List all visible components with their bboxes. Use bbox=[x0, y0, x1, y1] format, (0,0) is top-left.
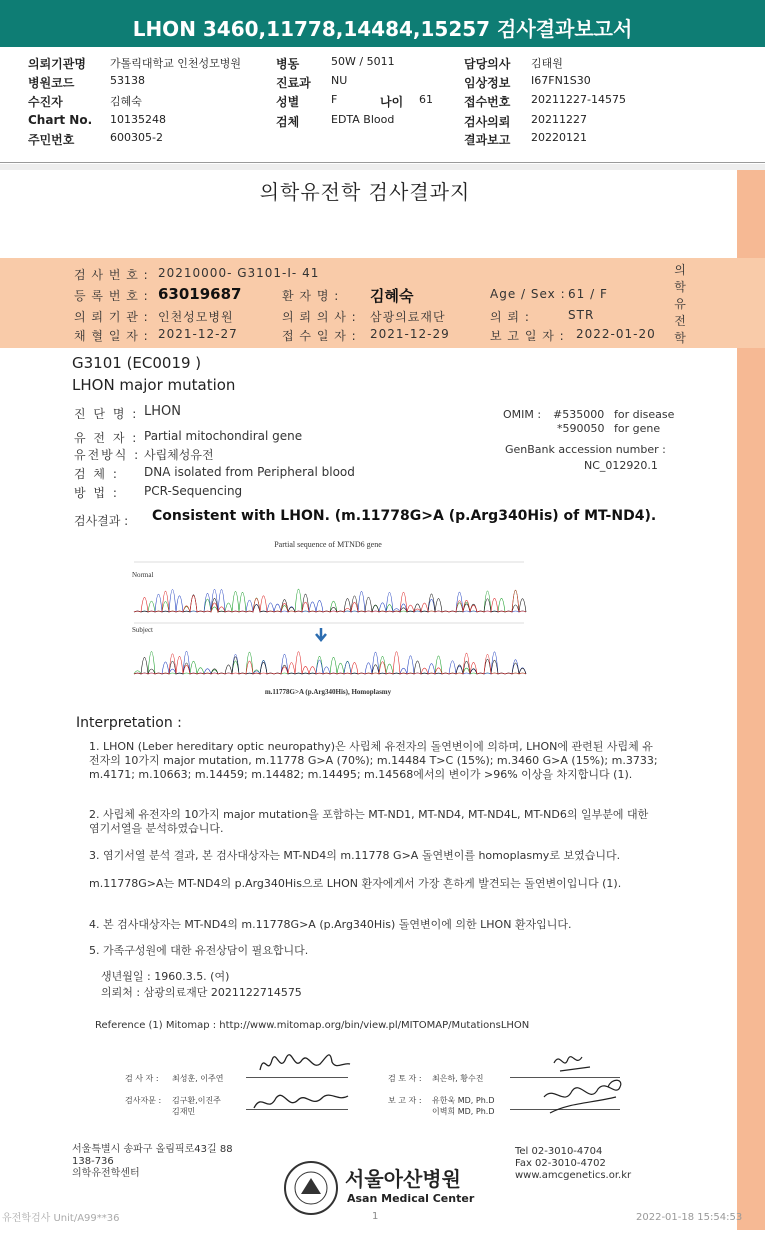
collect-date-value: 2021-12-27 bbox=[158, 327, 238, 341]
detail-value: Partial mitochondiral gene bbox=[144, 429, 303, 443]
omim-disease-note: for disease bbox=[614, 408, 675, 421]
detail-label: 유전방식 : bbox=[74, 448, 141, 462]
detail-value: 사립체성유전 bbox=[144, 448, 214, 462]
meta-label: 검체 bbox=[276, 115, 300, 129]
meta-label: 수진자 bbox=[28, 95, 63, 109]
interpretation-paragraph: 5. 가족구성원에 대한 유전상담이 필요합니다. bbox=[89, 944, 309, 957]
receive-date-value: 2021-12-29 bbox=[370, 327, 450, 341]
address: 서울특별시 송파구 올림픽로43길 88 138-736 의학유전학센터 bbox=[72, 1144, 233, 1179]
contact-info: Tel 02-3010-4704 Fax 02-3010-4702 www.amcgenetics.or.kr bbox=[515, 1146, 632, 1181]
meta-value: 600305-2 bbox=[110, 131, 163, 144]
handwritten-signature bbox=[246, 1040, 366, 1120]
meta-value: F bbox=[331, 93, 338, 106]
test-code: G3101 (EC0019 ) bbox=[72, 354, 202, 372]
hospital-logo-english: Asan Medical Center bbox=[347, 1192, 475, 1205]
examiner-value: 최성훈, 이주연 bbox=[172, 1074, 224, 1083]
reviewer-value: 최은하, 황수진 bbox=[432, 1074, 484, 1083]
interpretation-paragraph: 4. 본 검사대상자는 MT-ND4의 m.11778G>A (p.Arg340His) 돌연변이에 의한 LHON 환자입니다. bbox=[89, 918, 572, 931]
request-meta bbox=[0, 51, 765, 163]
detail-value: DNA isolated from Peripheral blood bbox=[144, 465, 355, 479]
interpretation-paragraph: m.11778G>A는 MT-ND4의 p.Arg340His으로 LHON 환자에게서 가장 흔하게 발견되는 돌연변이입니다 (1). bbox=[89, 877, 622, 890]
mutation-arrow-icon bbox=[316, 628, 326, 640]
meta-label: 의뢰기관명 bbox=[28, 57, 86, 71]
interpretation-paragraph: 1. LHON (Leber hereditary optic neuropathy)은 사립체 유전자의 돌연변이에 의하며, LHON에 관련된 사립체 유전자의 10가지 major mutation, m.11778 G>A (70%); m.14484 T>C (15%); m.3460 G>A (15%); m.3733; m.4171; m.10663; m.14459; m.14482; m.14495; m.14568에서의 변이가 >96% 이상을 차지합니다 (1). bbox=[89, 740, 658, 781]
chromatogram-title: Partial sequence of MTND6 gene bbox=[274, 540, 382, 549]
asan-foundation-logo-icon bbox=[283, 1160, 339, 1216]
age-sex-label: Age / Sex : bbox=[490, 287, 566, 301]
meta-label: 진료과 bbox=[276, 76, 311, 90]
exam-no-label: 검 사 번 호 : bbox=[74, 268, 149, 282]
genbank-label: GenBank accession number : bbox=[505, 443, 666, 456]
reporter-value: 이벽희 MD, Ph.D bbox=[432, 1107, 495, 1116]
age-sex-value: 61 / F bbox=[568, 287, 608, 301]
meta-value: 김혜숙 bbox=[110, 95, 142, 108]
omim-gene-note: for gene bbox=[614, 422, 661, 435]
trace-line bbox=[134, 651, 526, 674]
subject-trace-label: Subject bbox=[132, 626, 153, 634]
reg-no-value: 63019687 bbox=[158, 285, 242, 303]
sequence-chromatogram bbox=[128, 540, 528, 702]
detail-label: 진 단 명 : bbox=[74, 407, 139, 421]
collect-date-label: 채 혈 일 자 : bbox=[74, 329, 149, 343]
patient-name-label: 환 자 명 : bbox=[282, 289, 340, 303]
reviewer-label: 검 토 자 : bbox=[388, 1074, 422, 1083]
genbank-value: NC_012920.1 bbox=[584, 459, 658, 472]
meta-value: 50W / 5011 bbox=[331, 55, 395, 68]
interpretation-heading: Interpretation : bbox=[76, 715, 182, 731]
meta-value: 20211227-14575 bbox=[531, 93, 626, 106]
receive-date-label: 접 수 일 자 : bbox=[282, 329, 357, 343]
sheet-divider bbox=[0, 164, 765, 170]
meta-value: 20211227 bbox=[531, 113, 587, 126]
meta-label: Chart No. bbox=[28, 113, 93, 127]
exam-no-value: 20210000- G3101-I- 41 bbox=[158, 266, 320, 280]
advisor-value: 김재민 bbox=[172, 1107, 196, 1116]
detail-value: PCR-Sequencing bbox=[144, 484, 243, 498]
omim-gene: *590050 bbox=[557, 422, 605, 435]
omim-label: OMIM : bbox=[503, 408, 542, 421]
meta-label: 성별 bbox=[276, 95, 300, 109]
reporter-value: 유한욱 MD, Ph.D bbox=[432, 1096, 495, 1105]
omim-disease: #535000 bbox=[553, 408, 605, 421]
advisor-label: 검사자문 : bbox=[125, 1096, 162, 1105]
meta-value: 김태원 bbox=[531, 57, 563, 70]
requester-label: 의 뢰 의 사 : bbox=[282, 310, 357, 324]
meta-label: 검사의뢰 bbox=[464, 115, 511, 129]
meta-value: I67FN1S30 bbox=[531, 74, 591, 87]
meta-label: 병동 bbox=[276, 57, 300, 71]
report-date-label: 보 고 일 자 : bbox=[490, 329, 565, 343]
detail-label: 검 체 : bbox=[74, 467, 119, 481]
interpretation-paragraph: 3. 염기서열 분석 결과, 본 검사대상자는 MT-ND4의 m.11778 G>A 돌연변이를 homoplasmy로 보였습니다. bbox=[89, 849, 621, 862]
detail-label: 방 법 : bbox=[74, 486, 119, 500]
interpretation-paragraph: 2. 사립체 유전자의 10가지 major mutation을 포함하는 MT-ND1, MT-ND4, MT-ND4L, MT-ND6의 일부분에 대한 염기서열을 분석하였습니다. bbox=[89, 808, 649, 835]
side-label: 의 학 유 전 학 bbox=[674, 263, 686, 345]
meta-label: 결과보고 bbox=[464, 133, 511, 147]
report-date-value: 2022-01-20 bbox=[576, 327, 656, 341]
meta-value: 20220121 bbox=[531, 131, 587, 144]
reg-no-label: 등 록 번 호 : bbox=[74, 289, 149, 303]
meta-label: 접수번호 bbox=[464, 95, 511, 109]
trace-line bbox=[134, 652, 526, 674]
meta-label: 임상정보 bbox=[464, 76, 511, 90]
trace-line bbox=[134, 590, 526, 612]
doctor-value: STR bbox=[568, 308, 595, 322]
meta-label: 담당의사 bbox=[464, 57, 511, 71]
institution-label: 의 뢰 기 관 : bbox=[74, 310, 149, 324]
patient-name-value: 김혜숙 bbox=[370, 287, 414, 305]
page-number: 1 bbox=[372, 1211, 379, 1222]
advisor-value: 김구환,이진주 bbox=[172, 1096, 221, 1105]
document-title: 의학유전학 검사결과지 bbox=[259, 180, 471, 204]
birth-date: 생년월일 : 1960.3.5. (여) bbox=[101, 970, 230, 983]
chromatogram-traces bbox=[128, 550, 528, 700]
result-value: Consistent with LHON. (m.11778G>A (p.Arg340His) of MT-ND4). bbox=[152, 508, 657, 524]
footer-unit: 유전학검사 Unit/A99**36 bbox=[2, 1213, 120, 1224]
detail-value: LHON bbox=[144, 404, 181, 419]
hospital-logo-korean: 서울아산병원 bbox=[345, 1167, 461, 1191]
result-label: 검사결과 : bbox=[74, 514, 129, 528]
handwritten-signature bbox=[520, 1045, 640, 1125]
doctor-label: 의 뢰 : bbox=[490, 310, 530, 324]
institution-value: 인천성모병원 bbox=[158, 310, 234, 324]
meta-value: 53138 bbox=[110, 74, 145, 87]
meta-label: 주민번호 bbox=[28, 133, 75, 147]
meta-value: 61 bbox=[419, 93, 433, 106]
meta-value: 가톨릭대학교 인천성모병원 bbox=[110, 57, 242, 70]
trace-line bbox=[134, 652, 526, 674]
print-timestamp: 2022-01-18 15:54:53 bbox=[636, 1212, 743, 1223]
chromatogram-caption: m.11778G>A (p.Arg340His), Homoplasmy bbox=[264, 688, 392, 696]
report-header bbox=[0, 0, 765, 47]
requester-value: 삼광의료재단 bbox=[370, 310, 446, 324]
reporter-label: 보 고 자 : bbox=[388, 1096, 422, 1105]
reference: Reference (1) Mitomap : http://www.mitomap.org/bin/view.pl/MITOMAP/MutationsLHON bbox=[95, 1020, 530, 1031]
test-name: LHON major mutation bbox=[72, 376, 236, 394]
meta-label: 나이 bbox=[380, 95, 404, 109]
meta-value: EDTA Blood bbox=[331, 113, 395, 126]
meta-label: 병원코드 bbox=[28, 76, 75, 90]
meta-value: NU bbox=[331, 74, 348, 87]
report-title: LHON 3460,11778,14484,15257 검사결과보고서 bbox=[132, 17, 633, 41]
detail-label: 유 전 자 : bbox=[74, 431, 139, 445]
examiner-label: 검 사 자 : bbox=[125, 1074, 159, 1083]
normal-trace-label: Normal bbox=[132, 571, 154, 579]
meta-value: 10135248 bbox=[110, 113, 166, 126]
client-info: 의뢰처 : 삼광의료재단 2021122714575 bbox=[101, 986, 302, 999]
